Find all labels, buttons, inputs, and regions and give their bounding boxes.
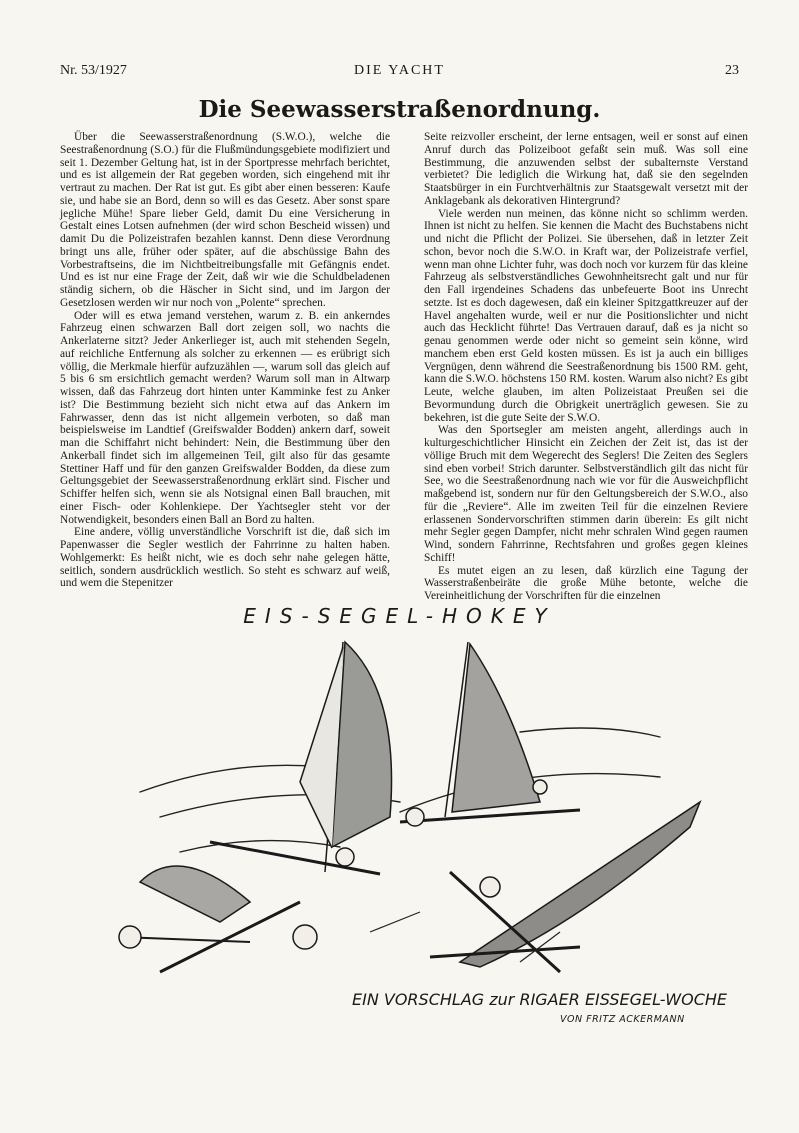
article-left-column xyxy=(60,131,390,591)
illustration-title: EIS-SEGEL-HOKEY xyxy=(243,604,556,628)
speed-line xyxy=(520,728,660,737)
iceboat-right-upper xyxy=(400,642,580,826)
sailor xyxy=(119,926,141,948)
sail xyxy=(452,644,540,812)
hull xyxy=(400,810,580,822)
illustration-credit: VON FRITZ ACKERMANN xyxy=(560,1014,685,1025)
hockey-stick xyxy=(370,912,420,932)
issue-number: Nr. 53/1927 xyxy=(60,63,127,78)
iceboat-capsized xyxy=(119,866,317,972)
iceboat-right-lower xyxy=(430,802,700,972)
sailor xyxy=(480,877,500,897)
sailor xyxy=(406,808,424,826)
sail xyxy=(140,866,250,922)
iceboat-left xyxy=(210,642,392,874)
paragraph: Eine andere, völlig unverständliche Vorschrift ist die, daß sich im Papenwasser die Segler westlich der Fahrrinne zu halten haben. Wohlgemerkt: Es heißt nicht, wie es doch sehr nahe gelegen hätte, seitlich, sondern ausdrücklich westlich. So steht es schwarz auf weiß, und wem die Stepenitzer xyxy=(60,526,390,590)
ice-sailing-cartoon xyxy=(100,602,720,1042)
illustration-caption: EIN VORSCHLAG zur RIGAER EISSEGEL-WOCHE xyxy=(352,990,728,1009)
paragraph: Es mutet eigen an zu lesen, daß kürzlich eine Tagung der Wasserstraßenbeiräte die große Mühe betonte, welche die Vereinheitlichung der Vorschriften für die einzelnen xyxy=(424,564,748,602)
paragraph: Seite reizvoller erscheint, der lerne entsagen, weil er sonst auf einen Anruf durch das Polizeiboot gefaßt sein muß. Was soll eine Bestimmung, die anzuwenden selbst der subalternste Verstand verbietet? Die lediglich die Wirkung hat, daß sie den segelnden Staatsbürger in ein Furchtverhältnis zur Staatsgewalt versetzt mit der Anklagebank als dekorativen Hintergrund? xyxy=(424,131,748,207)
page-number: 23 xyxy=(725,63,739,78)
paragraph: Über die Seewasserstraßenordnung (S.W.O.), welche die Seestraßenordnung (S.O.) für die Flußmündungsgebiete modifiziert und seit 1. Dezember Geltung hat, ist in der Sportpresse mehrfach berichtet, und es ist allgemein der Rat gegeben worden, sich eingehend mit ihr vertraut zu machen. Der Rat ist gut. Es gibt aber einen besseren: Kaufe sie, und habe sie an Bord, denn so will es das Gesetz. Aber sonst spare jegliche Mühe! Spare lieber Geld, damit Du eine Versicherung in Gestalt eines Lotsen aufnehmen (der wird schon Bescheid wissen) und damit Du die Polizeistrafen bezahlen kannst. Denn diese Verordnung bringt uns alle, früher oder später, auf die abschüssige Bahn des Vorbestraftseins, die im Nichtbeitreibungsfalle mit Gefängnis endet. Und es ist nur eine Frage der Zeit, daß wir wie die Schuldbeladenen ständig sichern, ob die Häscher in Sicht sind, und im Jargon der Gesetzlosen werden wir nur noch von „Polente“ sprechen. xyxy=(60,131,390,309)
paragraph: Viele werden nun meinen, das könne nicht so schlimm werden. Ihnen ist nicht zu helfen. Sie kennen die Macht des Buchstabens nicht und nicht die Pflicht der Polizei. Sie übersehen, daß in letzter Zeit schon, bevor noch die S.W.O. in Kraft war, der Polizeistrafe verfiel, wenn man ohne Lichter fuhr, was doch noch vor kurzem für das kleine Fahrzeug als selbstverständliches Gewohnheitsrecht galt und nur für den Fall irgendeines Schadens das unbefeuerte Boot ins Unrecht setzte. Ist es doch dagewesen, daß ein kleiner Spitzgattkreuzer auf der Havel angehalten wurde, weil er nur die Positionslichter und nicht auch das Hecklicht führte! Das Vertrauen darauf, daß es ja nicht so genau genommen werde oder nicht so gemeint sein könne, wird manchem eben erst Geld kosten müssen. Es ist ja auch ein billiges Vergnügen, denn während die Seestraßenordnung bis 1500 RM. geht, kann die S.W.O. höchstens 150 RM. kosten. Warum also nicht? Es gibt Leute, welche glauben, im alten Polizeistaat Preußen sei die Bevormundung durch die Obrigkeit unerträglich gewesen. Sie zu bekehren, ist die gute Seite der S.W.O. xyxy=(424,207,748,424)
sailor xyxy=(336,848,354,866)
journal-title: DIE YACHT xyxy=(354,63,445,78)
article-title: Die Seewasserstraßenordnung. xyxy=(198,96,601,123)
article-right-column xyxy=(424,131,748,602)
sailor xyxy=(533,780,547,794)
paragraph: Was den Sportsegler am meisten angeht, allerdings auch in kulturgeschichtlicher Hinsicht ein Zeichen der Zeit ist, das ist der völlige Bruch mit dem Wegerecht des Seglers! Die Zeiten des Seglers sind eben vorbei! Strich darunter. Selbstverständlich gilt das nicht für See, wo die Seestraßenordnung nach wie vor für die Ausweichpflicht maßgebend ist, sondern nur für den Geltungsbereich der S.W.O., also für die „Reviere“. Alle im zweiten Teil für die einzelnen Reviere erlassenen Sondervorschriften stimmen darin überein: Es gilt nicht mehr Segler gegen Dampfer, nicht mehr schralen Wind gegen raumen Wind, sondern Fahrrinne, Rechtsfahren und großes gegen kleines Schiff! xyxy=(424,424,748,564)
paragraph: Oder will es etwa jemand verstehen, warum z. B. ein ankerndes Fahrzeug einen schwarzen Ball dort zeigen soll, wo nachts die Ankerlaterne sitzt? Jeder Ankerlieger ist, auch mit stehenden Segeln, auf reichliche Entfernung als solcher zu erkennen — es erübrigt sich völlig, die Merkmale hierfür aufzuzählen —, warum soll das gleich auf 5 bis 6 sm ersichtlich gemacht werden? Warum soll man in Altwarp wissen, daß das Fahrzeug dort hinten unter Kamminke fest zu Anker ist? Die Bestimmung bezieht sich nicht etwa auf das Ankern im Fahrwasser, denn das ist nicht allgemein verboten, so daß man beispielsweise im Landtief (Greifswalder Bodden) ankern darf, soweit man die Schiffahrt nicht behindert: Nein, die Bestimmung über den Ankerball findet sich im allgemeinen Teil, gilt also für das gesamte Stettiner Haff und für den ganzen Greifswalder Bodden, da diese zum Geltungsgebiet der Seewasserstraßenordnung erklärt sind. Fischer und Schiffer helfen sich, wenn sie als Notsignal einen Ball brauchen, mit einer Fisch- oder Kohlenkiepe. Der Yachtsegler steht vor der Notwendigkeit, besonders einen Ball an Bord zu halten. xyxy=(60,309,390,526)
page-header xyxy=(60,63,739,83)
sailor xyxy=(293,925,317,949)
